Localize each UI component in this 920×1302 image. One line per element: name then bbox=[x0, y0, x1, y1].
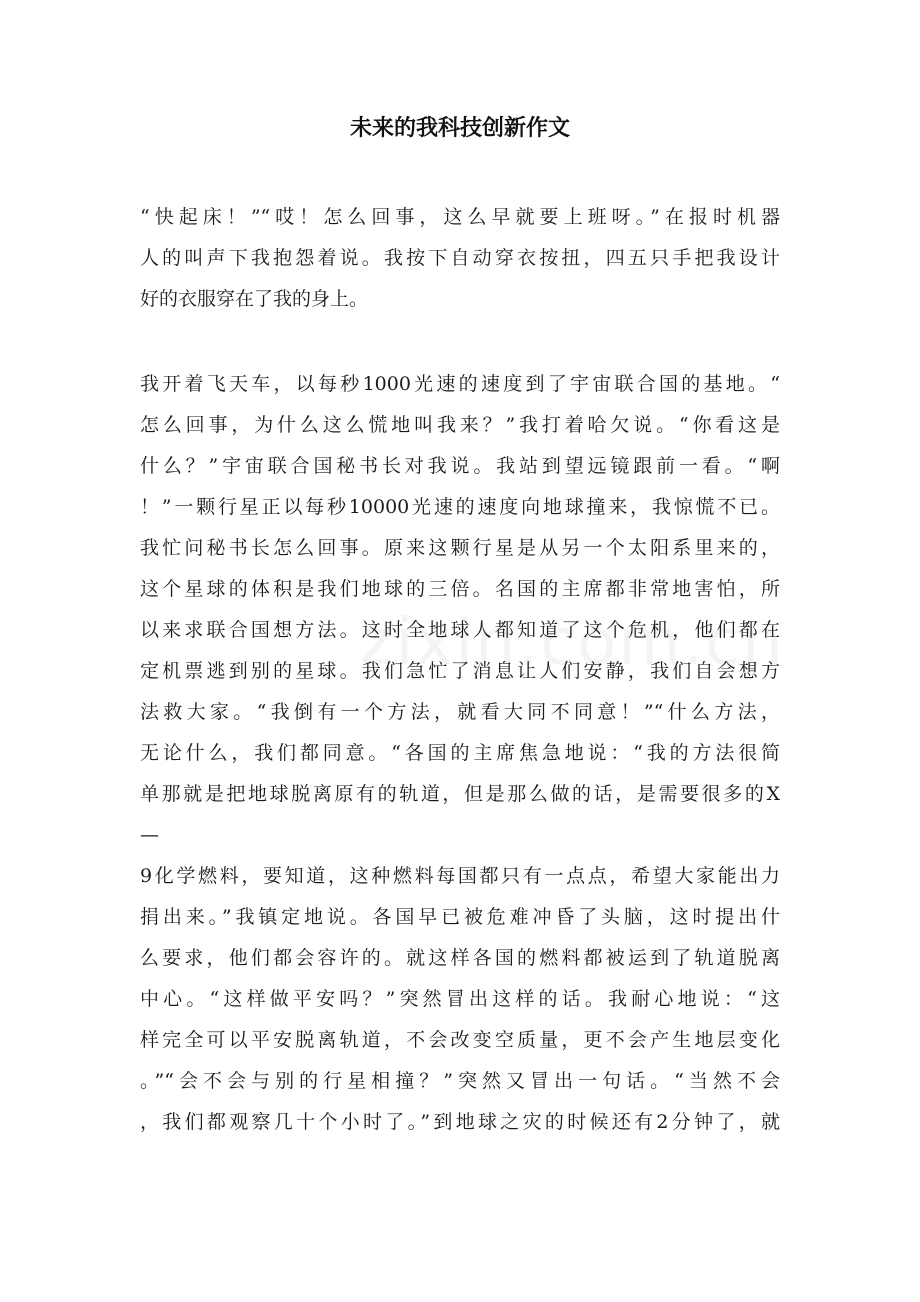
text-line: 好的衣服穿在了我的身上。 bbox=[140, 288, 369, 310]
text-line: 样完全可以平安脱离轨道，不会改变空质量，更不会产生地层变化 bbox=[140, 1029, 780, 1051]
text-line: ！”一颗行星正以每秒10000光速的速度向地球撞来，我惊慌不已。 bbox=[140, 496, 780, 518]
text-line: 9化学燃料，要知道，这种燃料每国都只有一点点，希望大家能出力 bbox=[140, 865, 780, 887]
text-line: 捐出来。”我镇定地说。各国早已被危难冲昏了头脑，这时提出什 bbox=[140, 906, 780, 928]
text-line: 中心。“这样做平安吗？”突然冒出这样的话。我耐心地说：“这 bbox=[140, 988, 780, 1010]
text-line: 法救大家。“我倒有一个方法，就看大同不同意！”“什么方法， bbox=[140, 701, 780, 723]
text-line: 么要求，他们都会容许的。就这样各国的燃料都被运到了轨道脱离 bbox=[140, 947, 780, 969]
text-line: 我开着飞天车，以每秒1000光速的速度到了宇宙联合国的基地。“ bbox=[140, 373, 780, 395]
text-line: 人的叫声下我抱怨着说。我按下自动穿衣按扭，四五只手把我设计 bbox=[140, 247, 780, 269]
text-line: — bbox=[140, 824, 159, 846]
text-line: 我忙问秘书长怎么回事。原来这颗行星是从另一个太阳系里来的， bbox=[140, 537, 780, 559]
text-line: 。”“会不会与别的行星相撞？”突然又冒出一句话。“当然不会 bbox=[140, 1070, 780, 1092]
text-line: 单那就是把地球脱离原有的轨道，但是那么做的话，是需要很多的X bbox=[140, 783, 780, 805]
document-title: 未来的我科技创新作文 bbox=[349, 115, 570, 141]
text-line: 怎么回事，为什么这么慌地叫我来？”我打着哈欠说。“你看这是 bbox=[140, 414, 780, 436]
text-line: 以来求联合国想方法。这时全地球人都知道了这个危机，他们都在 bbox=[140, 619, 780, 641]
text-line: “快起床！”“哎！怎么回事，这么早就要上班呀。”在报时机器 bbox=[140, 206, 780, 228]
text-line: 这个星球的体积是我们地球的三倍。名国的主席都非常地害怕，所 bbox=[140, 578, 780, 600]
text-line: 什么？”宇宙联合国秘书长对我说。我站到望远镜跟前一看。“啊 bbox=[140, 455, 780, 477]
text-line: 无论什么，我们都同意。“各国的主席焦急地说：“我的方法很简 bbox=[140, 742, 780, 764]
text-line: 定机票逃到别的星球。我们急忙了消息让人们安静，我们自会想方 bbox=[140, 660, 780, 682]
text-line: ，我们都观察几十个小时了。”到地球之灾的时候还有2分钟了，就 bbox=[140, 1111, 780, 1133]
